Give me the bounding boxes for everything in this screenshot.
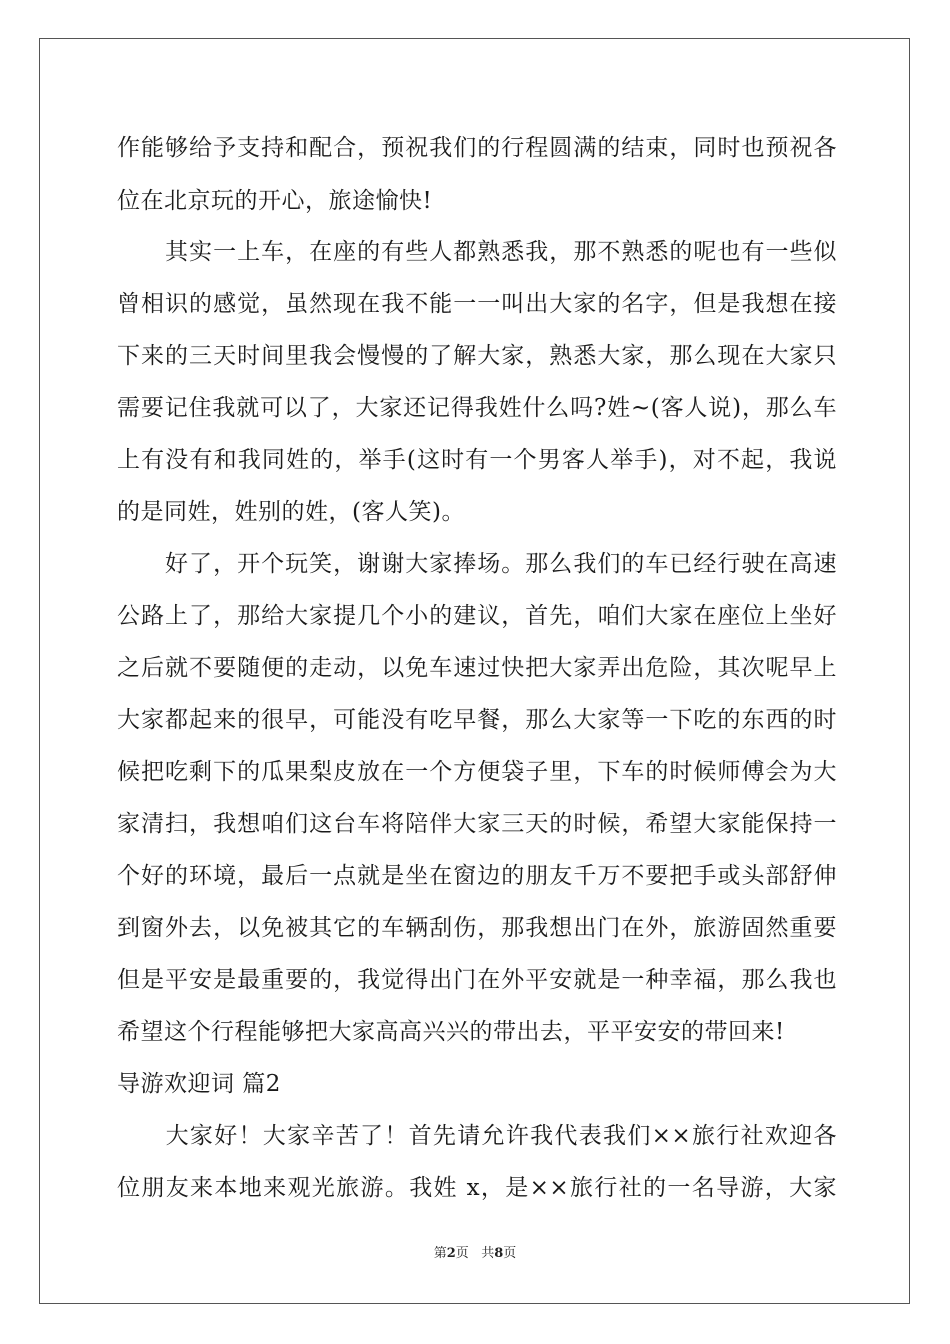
total-suffix: 页 — [503, 1246, 517, 1261]
text-line: 公路上了，那给大家提几个小的建议，首先，咱们大家在座位上坐好 — [117, 603, 837, 629]
text-line: 的是同姓，姓别的姓，(客人笑)。 — [117, 499, 465, 525]
paragraph-start-line: 好了，开个玩笑，谢谢大家捧场。那么我们的车已经行驶在高速 — [117, 551, 837, 577]
text-line: 大家都起来的很早，可能没有吃早餐，那么大家等一下吃的东西的时 — [117, 707, 837, 733]
text-line: 之后就不要随便的走动，以免车速过快把大家弄出危险，其次呢早上 — [117, 655, 837, 681]
text-line: 到窗外去，以免被其它的车辆刮伤，那我想出门在外，旅游固然重要 — [117, 915, 837, 941]
section-heading: 导游欢迎词 篇2 — [117, 1071, 281, 1097]
text-line: 需要记住我就可以了，大家还记得我姓什么吗?姓~(客人说)，那么车 — [117, 395, 837, 421]
total-pages: 8 — [494, 1246, 504, 1261]
page-suffix: 页 — [455, 1246, 469, 1261]
text-line: 但是平安是最重要的，我觉得出门在外平安就是一种幸福，那么我也 — [117, 967, 837, 993]
text-line: 位朋友来本地来观光旅游。我姓 x，是××旅行社的一名导游，大家 — [117, 1175, 837, 1201]
text-line: 作能够给予支持和配合，预祝我们的行程圆满的结束，同时也预祝各 — [117, 135, 837, 161]
total-prefix: 共 — [481, 1246, 495, 1261]
page-prefix: 第 — [433, 1246, 447, 1261]
text-line: 希望这个行程能够把大家高高兴兴的带出去，平平安安的带回来! — [117, 1019, 785, 1045]
text-line: 位在北京玩的开心，旅途愉快! — [117, 188, 433, 214]
text-line: 候把吃剩下的瓜果梨皮放在一个方便袋子里，下车的时候师傅会为大 — [117, 759, 837, 785]
text-line: 个好的环境，最后一点就是坐在窗边的朋友千万不要把手或头部舒伸 — [117, 863, 837, 889]
text-line: 上有没有和我同姓的，举手(这时有一个男客人举手)，对不起，我说 — [117, 447, 837, 473]
paragraph-start-line: 其实一上车，在座的有些人都熟悉我，那不熟悉的呢也有一些似 — [117, 239, 837, 265]
text-line: 曾相识的感觉，虽然现在我不能一一叫出大家的名字，但是我想在接 — [117, 291, 837, 317]
paragraph-start-line: 大家好！大家辛苦了！首先请允许我代表我们××旅行社欢迎各 — [117, 1123, 837, 1149]
text-line: 下来的三天时间里我会慢慢的了解大家，熟悉大家，那么现在大家只 — [117, 343, 837, 369]
page-footer — [0, 1245, 950, 1263]
page-number: 2 — [446, 1246, 456, 1261]
text-line: 家清扫，我想咱们这台车将陪伴大家三天的时候，希望大家能保持一 — [117, 811, 837, 837]
